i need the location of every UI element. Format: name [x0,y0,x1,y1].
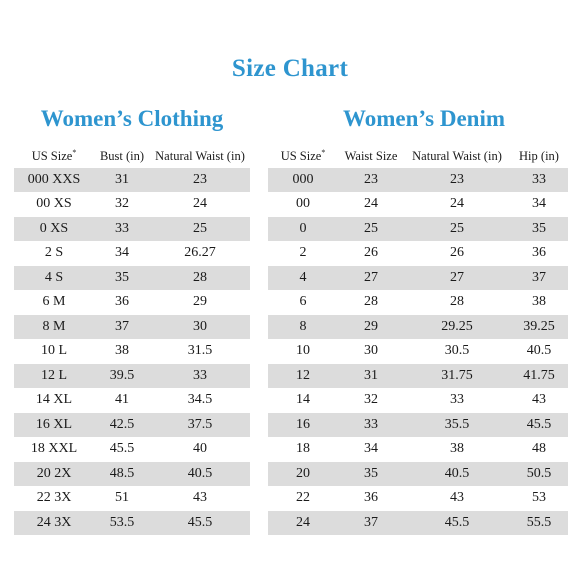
denim-table-row [268,486,568,511]
denim-table-cell: 20 [268,462,338,487]
denim-header-natural-waist: Natural Waist (in) [412,148,502,163]
denim-table-cell: 12 [268,364,338,389]
clothing-table-cell: 33 [94,217,150,242]
clothing-table-row [14,168,250,192]
clothing-table-cell: 30 [150,315,250,340]
denim-table-row [268,437,568,462]
clothing-table-cell: 37 [94,315,150,340]
clothing-table-row [14,266,250,291]
denim-table-cell: 14 [268,388,338,413]
denim-table-cell: 35 [338,462,404,487]
denim-table-row [268,290,568,315]
denim-header-us-size: US Size* [280,147,326,163]
denim-table-row [268,266,568,291]
clothing-table-cell: 0 XS [14,217,94,242]
page-title: Size Chart [231,55,349,82]
clothing-table-row [14,315,250,340]
denim-table-cell: 22 [268,486,338,511]
clothing-table-cell: 28 [150,266,250,291]
clothing-table-cell: 6 M [14,290,94,315]
clothing-table-cell: 33 [150,364,250,389]
denim-table-cell: 00 [268,192,338,217]
denim-table-cell: 28 [338,290,404,315]
clothing-table-cell: 34 [94,241,150,266]
clothing-table-cell: 42.5 [94,413,150,438]
clothing-table-row [14,462,250,487]
clothing-table-cell: 32 [94,192,150,217]
denim-table-cell: 37 [338,511,404,536]
clothing-table-row [14,437,250,462]
denim-table-cell: 53 [510,486,568,511]
clothing-table-cell: 000 XXS [14,168,94,192]
clothing-table-cell: 25 [150,217,250,242]
clothing-table-cell: 51 [94,486,150,511]
denim-table-cell: 25 [338,217,404,242]
denim-table-row [268,217,568,242]
denim-table-cell: 34 [338,437,404,462]
denim-table-cell: 38 [510,290,568,315]
clothing-table-row [14,192,250,217]
denim-table-cell: 37 [510,266,568,291]
denim-table-cell: 30 [338,339,404,364]
denim-table-cell: 000 [268,168,338,192]
denim-table-cell: 33 [338,413,404,438]
denim-table-cell: 18 [268,437,338,462]
clothing-table-cell: 18 XXL [14,437,94,462]
denim-table-cell: 38 [404,437,510,462]
clothing-size-table [14,144,250,536]
clothing-table-cell: 31.5 [150,339,250,364]
clothing-table-cell: 4 S [14,266,94,291]
clothing-table-cell: 35 [94,266,150,291]
clothing-header-row [14,144,250,168]
denim-table-cell: 43 [404,486,510,511]
denim-table-row [268,388,568,413]
clothing-table-cell: 12 L [14,364,94,389]
denim-table-cell: 35 [510,217,568,242]
denim-table-cell: 40.5 [510,339,568,364]
denim-table-cell: 45.5 [510,413,568,438]
clothing-table-cell: 45.5 [94,437,150,462]
denim-table-cell: 36 [510,241,568,266]
denim-table-cell: 27 [404,266,510,291]
clothing-section-title: Women’s Clothing [40,106,224,131]
denim-table-cell: 28 [404,290,510,315]
clothing-table-cell: 24 [150,192,250,217]
denim-table-row [268,339,568,364]
clothing-table-cell: 34.5 [150,388,250,413]
denim-table-cell: 34 [510,192,568,217]
denim-table-cell: 8 [268,315,338,340]
clothing-table-cell: 38 [94,339,150,364]
clothing-table-row [14,217,250,242]
denim-table-row [268,413,568,438]
clothing-table-cell: 40 [150,437,250,462]
clothing-header-bust: Bust (in) [99,148,145,163]
clothing-header-natural-waist: Natural Waist (in) [155,148,245,163]
clothing-table-row [14,364,250,389]
denim-table-cell: 25 [404,217,510,242]
clothing-table-cell: 26.27 [150,241,250,266]
denim-table-cell: 48 [510,437,568,462]
denim-table-body [268,168,568,535]
denim-table-row [268,511,568,536]
clothing-table-cell: 16 XL [14,413,94,438]
denim-table-cell: 36 [338,486,404,511]
denim-table-cell: 0 [268,217,338,242]
denim-table-cell: 2 [268,241,338,266]
denim-header-hip: Hip (in) [519,148,559,163]
clothing-table-row [14,486,250,511]
clothing-table-row [14,241,250,266]
denim-table-cell: 33 [404,388,510,413]
denim-table-row [268,168,568,192]
clothing-table-cell: 29 [150,290,250,315]
denim-table-cell: 29 [338,315,404,340]
denim-table-cell: 27 [338,266,404,291]
denim-table-cell: 33 [510,168,568,192]
clothing-table-cell: 48.5 [94,462,150,487]
denim-table-cell: 39.25 [510,315,568,340]
denim-table-row [268,315,568,340]
denim-table-cell: 24 [338,192,404,217]
denim-table-cell: 31.75 [404,364,510,389]
denim-table-cell: 23 [404,168,510,192]
denim-table-row [268,192,568,217]
clothing-table-cell: 10 L [14,339,94,364]
denim-section-title: Women’s Denim [342,106,506,131]
clothing-table-body [14,168,250,535]
denim-table-cell: 26 [404,241,510,266]
denim-table-row [268,241,568,266]
denim-table-cell: 6 [268,290,338,315]
clothing-table-cell: 37.5 [150,413,250,438]
clothing-table-cell: 39.5 [94,364,150,389]
clothing-table-cell: 31 [94,168,150,192]
denim-table-cell: 40.5 [404,462,510,487]
denim-table-cell: 26 [338,241,404,266]
clothing-table-row [14,413,250,438]
clothing-table-cell: 2 S [14,241,94,266]
denim-table-cell: 55.5 [510,511,568,536]
denim-table-cell: 24 [268,511,338,536]
clothing-table-cell: 00 XS [14,192,94,217]
clothing-table-row [14,511,250,536]
clothing-table-cell: 36 [94,290,150,315]
denim-header-waist-size: Waist Size [344,148,398,163]
denim-table-cell: 31 [338,364,404,389]
clothing-table-row [14,388,250,413]
clothing-header-us-size: US Size* [31,147,77,163]
clothing-table-cell: 8 M [14,315,94,340]
clothing-table-cell: 40.5 [150,462,250,487]
denim-header-row [268,144,568,168]
denim-table-cell: 45.5 [404,511,510,536]
denim-table-cell: 43 [510,388,568,413]
denim-table-cell: 32 [338,388,404,413]
denim-table-cell: 29.25 [404,315,510,340]
clothing-table-cell: 20 2X [14,462,94,487]
denim-table-row [268,462,568,487]
denim-table-cell: 24 [404,192,510,217]
denim-table-cell: 16 [268,413,338,438]
denim-table-cell: 35.5 [404,413,510,438]
denim-table-cell: 50.5 [510,462,568,487]
clothing-table-cell: 43 [150,486,250,511]
denim-size-table [268,144,568,536]
clothing-table-cell: 41 [94,388,150,413]
clothing-table-cell: 22 3X [14,486,94,511]
denim-table-cell: 23 [338,168,404,192]
clothing-table-row [14,290,250,315]
clothing-table-row [14,339,250,364]
clothing-table-cell: 53.5 [94,511,150,536]
clothing-table-cell: 14 XL [14,388,94,413]
clothing-table-cell: 45.5 [150,511,250,536]
denim-table-cell: 10 [268,339,338,364]
denim-table-cell: 41.75 [510,364,568,389]
denim-table-cell: 4 [268,266,338,291]
clothing-table-cell: 23 [150,168,250,192]
denim-table-row [268,364,568,389]
clothing-table-cell: 24 3X [14,511,94,536]
denim-table-cell: 30.5 [404,339,510,364]
